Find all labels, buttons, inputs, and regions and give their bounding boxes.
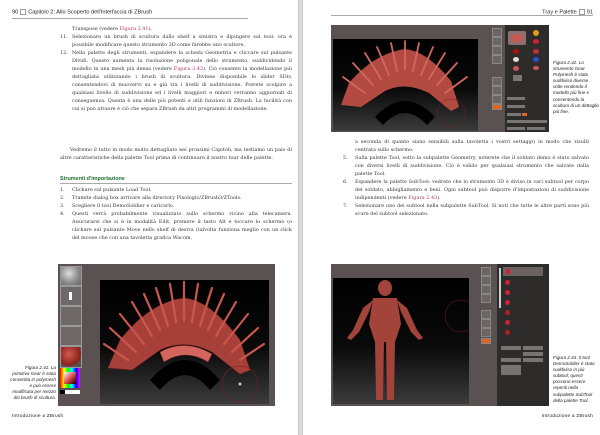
toolbar-button[interactable] <box>492 86 502 95</box>
toolbar-button[interactable] <box>492 77 502 86</box>
tool-icon[interactable] <box>513 49 519 54</box>
palette-button[interactable] <box>523 358 543 362</box>
palette-button[interactable] <box>501 365 521 375</box>
list-item: 7. Selezionare uno dei subtool nella subpalette SubTool. Si noti che tutte le altre parti sono più scure del subtool selezionato. <box>343 203 589 217</box>
palette-slider[interactable] <box>507 120 547 123</box>
figure-caption: Figura 2.41. La primitiva Gear è stata convertita in polymesh e può essere modificata per mezzo dei brush di scultura. <box>10 365 56 401</box>
tool-thumbnail[interactable] <box>508 31 526 45</box>
toolbar-button[interactable] <box>481 328 491 337</box>
toolbar-button[interactable] <box>481 285 491 294</box>
empty-slot <box>60 326 82 346</box>
empty-slot <box>60 306 82 326</box>
toolbar-button[interactable] <box>481 319 491 328</box>
toolbar-button[interactable] <box>492 46 502 55</box>
left-page <box>0 0 299 435</box>
subtool-item[interactable] <box>505 310 510 315</box>
figure-2-43-screenshot <box>331 264 549 406</box>
figure-link[interactable]: Figura 2.41 <box>119 26 149 32</box>
tool-icon[interactable] <box>533 39 539 44</box>
demo-soldier-illustration <box>333 278 469 404</box>
subtool-item[interactable] <box>505 300 510 305</box>
palette-button[interactable] <box>507 105 525 108</box>
toolbar-button[interactable] <box>481 276 491 285</box>
list-item: 12. Nella palette degli strumenti, espandere la scheda Geometria e cliccare sul pulsante Dividi. Questo aumenta la risoluzione poligonale dello strumento, suddividendo il modello in una mesh più densa (vedere Figura 2.42). Ciò consente la modellazione più dettagliata utilizzando i brush di scultura. Diviene disponibile lo slider SDiv, consentendovi di muovervi su e giù tra i livelli di suddivisione. Potrete scolpire a qualsiasi livello di suddivisione ed i livelli maggiori e minori verranno aggiornati di conseguenza. Questa è una delle più potenti e utili funzioni di ZBrush. La facilità con cui si può attuare è ciò che separa ZBrush da altri programmi di modellazione. <box>60 50 293 112</box>
figure-link[interactable]: Figura 2.43 <box>408 195 438 201</box>
chapter-title: Capitolo 2: Allo Scoperto dell'Interfaccia di ZBrush <box>28 9 153 16</box>
active-toolbar-button[interactable] <box>481 338 491 344</box>
footer-right: Introduzione a ZBrush <box>541 414 593 419</box>
active-toolbar-button[interactable] <box>492 104 502 110</box>
steps-list <box>60 186 292 242</box>
palette-button[interactable] <box>501 358 521 362</box>
figure-2-42-screenshot <box>331 25 549 132</box>
tool-icon[interactable] <box>513 66 519 71</box>
palette-button[interactable] <box>507 97 525 100</box>
palette-button[interactable] <box>527 127 545 130</box>
list-item: 1. Clickare sul pulsante Load Tool. <box>60 187 152 193</box>
gear-mesh-subdivided-illustration <box>333 39 478 131</box>
figure-caption: Figura 2.42. Lo strumento Gear Polymesh è stato suddiviso diverse volte rendendo il modello più fine e consentendo la scultura di un dettaglio più fine. <box>553 60 599 114</box>
toolbar-button[interactable] <box>481 310 491 319</box>
tool-icon[interactable] <box>533 49 539 54</box>
continuation-line: Transpose (vedere Figura 2.41). <box>72 26 152 32</box>
figure-caption: Figura 2.43. Il tool DemoSoldier è stato suddiviso in più subtool; questi possono essere reperiti nella subpalette SubTool della palette Tool. <box>553 355 595 403</box>
subtool-item[interactable] <box>505 320 510 325</box>
viewport-canvas[interactable] <box>100 280 269 404</box>
section-heading: Strumenti d'importazione <box>60 176 292 184</box>
tool-palette <box>505 25 549 132</box>
toolbar-button[interactable] <box>492 95 502 104</box>
list-item: 11. Selezionare un brush di scultura dallo shelf a sinistra e dipingere sul tool: ora è possibile modificare questo strumento 3D come farebbe uno scultore. <box>60 34 292 48</box>
tool-icon[interactable] <box>513 57 519 62</box>
separator-square-icon <box>20 9 26 15</box>
tool-icon[interactable] <box>513 75 522 81</box>
footer-left: Introduzione a ZBrush <box>12 414 64 419</box>
header-rule <box>12 18 248 19</box>
running-head-left <box>12 9 152 15</box>
palette-button[interactable] <box>507 113 521 116</box>
toolbar-button[interactable] <box>481 267 491 276</box>
page-number: 90 <box>12 9 19 16</box>
tool-thumb <box>60 286 82 306</box>
subtool-scrollbar[interactable] <box>499 268 501 308</box>
tool-icon[interactable] <box>533 30 539 36</box>
section-title: Tray e Palette <box>542 9 577 16</box>
viewport-canvas[interactable] <box>333 278 469 404</box>
list-item: 2. Tramite dialog box arrivare alla directory Pixologic/ZBrush3/ZTools. <box>60 195 242 201</box>
list-item: 3. Scegliere il tool DemoSoldier e caricarlo. <box>60 203 175 209</box>
palette-button[interactable] <box>523 352 543 356</box>
subtool-item[interactable] <box>505 330 510 335</box>
body-text <box>60 25 292 113</box>
active-palette-button[interactable] <box>522 113 527 116</box>
page-number: 91 <box>586 9 593 16</box>
toolbar-button[interactable] <box>492 28 502 37</box>
figure-link[interactable]: Figura 2.42 <box>173 66 204 72</box>
header-rule <box>331 15 593 16</box>
subtool-palette <box>497 264 549 406</box>
paragraph: Vedremo il tutto in modo molto dettagliato nei prossimi Capitoli, ma testiamo un paio di altre caratteristiche della palette Tool prima di continuare il nostro tour delle palette. <box>60 147 292 161</box>
toolbar-button[interactable] <box>492 55 502 64</box>
viewport-canvas[interactable] <box>333 39 478 131</box>
subtool-selected[interactable] <box>503 267 543 276</box>
right-page <box>302 0 600 435</box>
tool-icon[interactable] <box>533 66 539 70</box>
gear-mesh-illustration <box>100 280 269 404</box>
secondary-color <box>65 390 80 394</box>
palette-button[interactable] <box>523 346 543 350</box>
list-item: 5. Sulla palette Tool, sotto la subpalette Geometry, noterete che il soldato demo è stato salvato con diversi livelli di suddivisione. Ciò è valido per qualsiasi strumento che salvate dalla palette Tool. <box>343 155 589 177</box>
body-text: a seconda di quanto siano sensibili sulla tavoletta i vostri settaggi) in modo che risulti centrata sullo schermo. 5. Sulla palette Tool, sotto la subpalette Geometry, noterete che il soldato demo è stato salvato con diversi livelli di suddivisione. Ciò è valido per qualsiasi strumento che salvate dalla palette Tool. 6. Espandere la palette SubTool: vedrete che lo strumento 3D è diviso in vari subtool per corpo del soldato, abbigliamento e beni. Ogni subtool può disporre d'impostazioni di suddivisione indipendenti (vedere Figura 2.43). 7. Selezionare uno dei subtool nella subpalette SubTool. Si noti che tutte le altre parti sono più scure del subtool selezionato. <box>343 139 589 217</box>
red-material-sphere-icon <box>60 346 82 368</box>
subtool-item[interactable] <box>505 290 510 295</box>
list-item: 4. Questi verrà probabilmente visualizzato sullo schermo vicino alla telecamera. Assicurarsi che si è in modalità Edit, premere il tasto Alt e toccare lo schermo (o clickare sul pulsante Move nello shelf di destra (talvolta funziona meglio con un click del mouse che con una tavoletta grafica Wacom, <box>60 211 292 241</box>
subtool-item[interactable] <box>505 280 510 285</box>
palette-button[interactable] <box>501 346 521 350</box>
material-sphere-icon <box>60 266 82 286</box>
palette-button[interactable] <box>507 127 525 130</box>
tool-icon[interactable] <box>533 57 539 62</box>
figure-2-41-screenshot <box>58 264 275 406</box>
color-picker <box>60 368 80 388</box>
toolbar-button[interactable] <box>492 37 502 46</box>
list-item: 6. Espandere la palette SubTool: vedrete che lo strumento 3D è diviso in vari subtool per corpo del soldato, abbigliamento e beni. Ogni subtool può disporre d'impostazioni di suddivisione indipendenti (vedere Figura 2.43). <box>343 179 589 201</box>
toolbar-button[interactable] <box>481 294 491 303</box>
